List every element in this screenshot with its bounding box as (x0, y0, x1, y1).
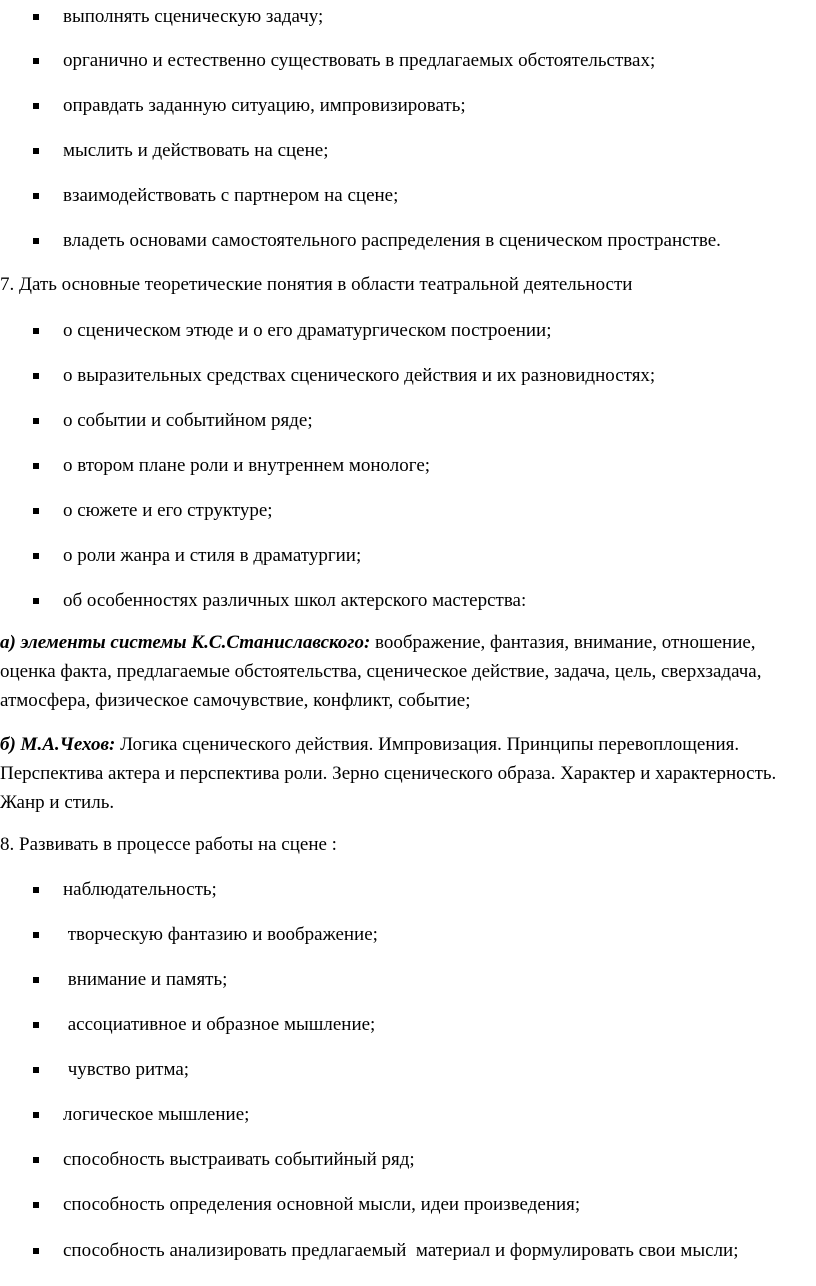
square-bullet-icon (33, 14, 39, 20)
list-item-text: способность анализировать предлагаемый материал и формулировать свои мысли; (63, 1240, 739, 1261)
square-bullet-icon (33, 463, 39, 469)
list-item-text: чувство ритма; (63, 1059, 190, 1080)
square-bullet-icon (33, 103, 39, 109)
list-item-text: о втором плане роли и внутреннем монологе; (63, 455, 431, 476)
list-item-text: о сюжете и его структуре; (63, 500, 273, 521)
square-bullet-icon (33, 1067, 39, 1073)
square-bullet-icon (33, 977, 39, 983)
square-bullet-icon (33, 887, 39, 893)
numbered-item-8: 8. Развивать в процессе работы на сцене : (0, 834, 337, 855)
list-item-text: о выразительных средствах сценического действия и их разновидностях; (63, 365, 656, 386)
numbered-item-7: 7. Дать основные теоретические понятия в области театральной деятельности (0, 274, 633, 295)
list-item-text: мыслить и действовать на сцене; (63, 140, 329, 161)
list-item-text: способность определения основной мысли, идеи произведения; (63, 1194, 581, 1215)
list-item-text: взаимодействовать с партнером на сцене; (63, 185, 399, 206)
paragraph-lead: а) элементы системы К.С.Станиславского: (0, 632, 371, 653)
square-bullet-icon (33, 932, 39, 938)
list-item-text: владеть основами самостоятельного распределения в сценическом пространстве. (63, 230, 721, 251)
list-item-text: творческую фантазию и воображение; (63, 924, 378, 945)
square-bullet-icon (33, 58, 39, 64)
square-bullet-icon (33, 1112, 39, 1118)
square-bullet-icon (33, 328, 39, 334)
square-bullet-icon (33, 1157, 39, 1163)
square-bullet-icon (33, 508, 39, 514)
list-item-text: внимание и память; (63, 969, 228, 990)
square-bullet-icon (33, 1248, 39, 1254)
square-bullet-icon (33, 598, 39, 604)
list-item-text: выполнять сценическую задачу; (63, 6, 324, 27)
paragraph-text: Логика сценического действия. Импровизация. Принципы перевоплощения. Перспектива актера и перспектива роли. Зерно сценического образа. Характер и характерность. Жанр и стиль. (0, 734, 777, 813)
list-item-text: ассоциативное и образное мышление; (63, 1014, 376, 1035)
square-bullet-icon (33, 238, 39, 244)
list-item-text: наблюдательность; (63, 879, 217, 900)
list-item-text: об особенностях различных школ актерского мастерства: (63, 590, 527, 611)
paragraph-chekhov (0, 730, 812, 817)
list-item-text: органично и естественно существовать в предлагаемых обстоятельствах; (63, 50, 656, 71)
list-item-text: о роли жанра и стиля в драматургии; (63, 545, 362, 566)
list-item-text: оправдать заданную ситуацию, импровизировать; (63, 95, 466, 116)
paragraph-text: воображение, фантазия, внимание, отношение, оценка факта, предлагаемые обстоятельства, сценическое действие, задача, цель, сверхзадача, атмосфера, физическое самочувствие, конфликт, событие; (0, 632, 762, 711)
square-bullet-icon (33, 373, 39, 379)
paragraph-stanislavsky (0, 628, 812, 715)
square-bullet-icon (33, 1022, 39, 1028)
list-item-text: о сценическом этюде и о его драматургическом построении; (63, 320, 552, 341)
square-bullet-icon (33, 553, 39, 559)
list-item-text: логическое мышление; (63, 1104, 250, 1125)
square-bullet-icon (33, 1202, 39, 1208)
paragraph-lead: б) М.А.Чехов: (0, 734, 116, 755)
square-bullet-icon (33, 148, 39, 154)
list-item-text: способность выстраивать событийный ряд; (63, 1149, 415, 1170)
square-bullet-icon (33, 418, 39, 424)
list-item-text: о событии и событийном ряде; (63, 410, 313, 431)
square-bullet-icon (33, 193, 39, 199)
